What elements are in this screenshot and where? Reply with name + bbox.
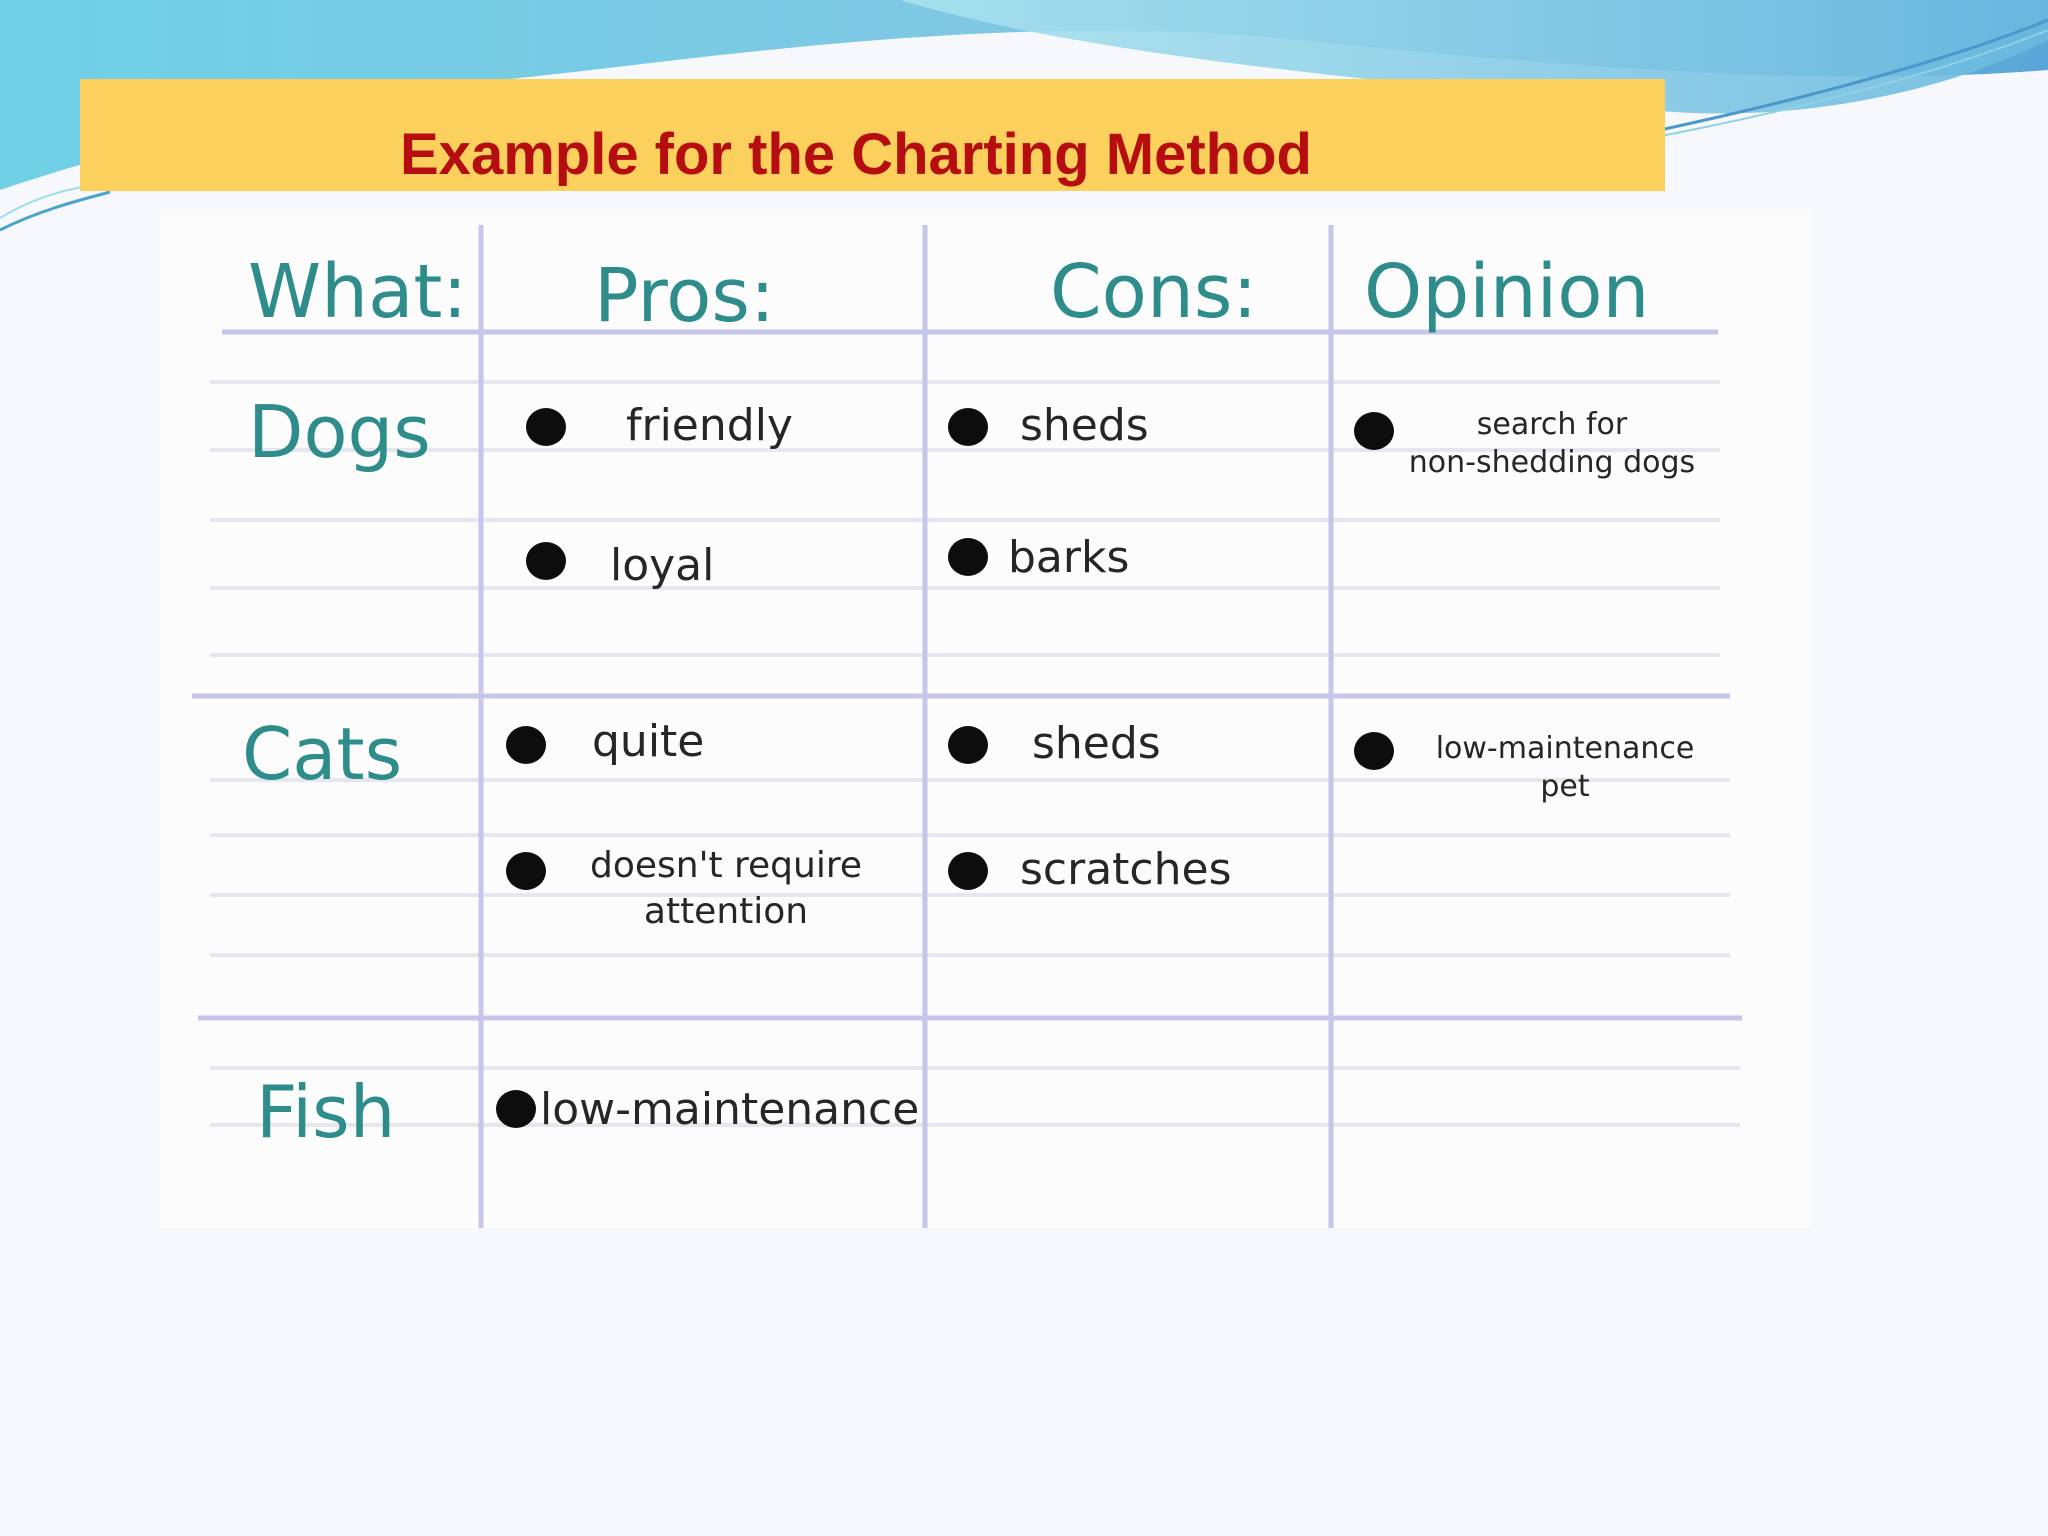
pro-entry-cats-3: attention <box>643 891 809 932</box>
pro-entry-dogs-1: friendly <box>626 400 793 451</box>
bullet-dot <box>1354 412 1394 450</box>
pro-entry-dogs-2: loyal <box>610 540 715 591</box>
pro-entry-cats-2: doesn't require <box>589 845 863 886</box>
bullet-dot <box>496 1090 536 1128</box>
pro-entry-cats-1: quite <box>592 716 705 767</box>
con-entry-dogs-2: barks <box>1008 532 1130 583</box>
header-cons: Cons: <box>1050 249 1258 335</box>
opinion-entry-dogs-1: search for <box>1476 407 1628 442</box>
bullet-dot <box>526 408 566 446</box>
bullet-dot <box>526 542 566 580</box>
pro-entry-fish-1: low-maintenance <box>540 1084 920 1135</box>
bullet-dot <box>506 726 546 764</box>
bullet-dot <box>948 538 988 576</box>
bullet-dot <box>1354 732 1394 770</box>
con-entry-cats-2: scratches <box>1020 844 1232 895</box>
slide-title: Example for the Charting Method <box>400 122 1312 187</box>
header-what: What: <box>248 249 468 335</box>
charting-table <box>160 210 1810 1228</box>
bullet-dot <box>948 408 988 446</box>
con-entry-cats-1: sheds <box>1032 718 1161 769</box>
bullet-dot <box>948 726 988 764</box>
header-pros: Pros: <box>594 253 775 339</box>
row-label-fish: Fish <box>256 1070 396 1154</box>
header-opinion: Opinion <box>1364 249 1650 335</box>
row-label-dogs: Dogs <box>248 390 431 474</box>
opinion-entry-dogs-2: non-shedding dogs <box>1408 445 1696 480</box>
row-label-cats: Cats <box>242 712 403 796</box>
bullet-dot <box>506 852 546 890</box>
con-entry-dogs-1: sheds <box>1020 400 1149 451</box>
opinion-entry-cats-1: low-maintenance <box>1435 731 1695 766</box>
title-banner <box>80 79 1665 191</box>
table-grid <box>160 210 1810 1228</box>
bullet-dot <box>948 852 988 890</box>
opinion-entry-cats-2: pet <box>1540 769 1590 804</box>
